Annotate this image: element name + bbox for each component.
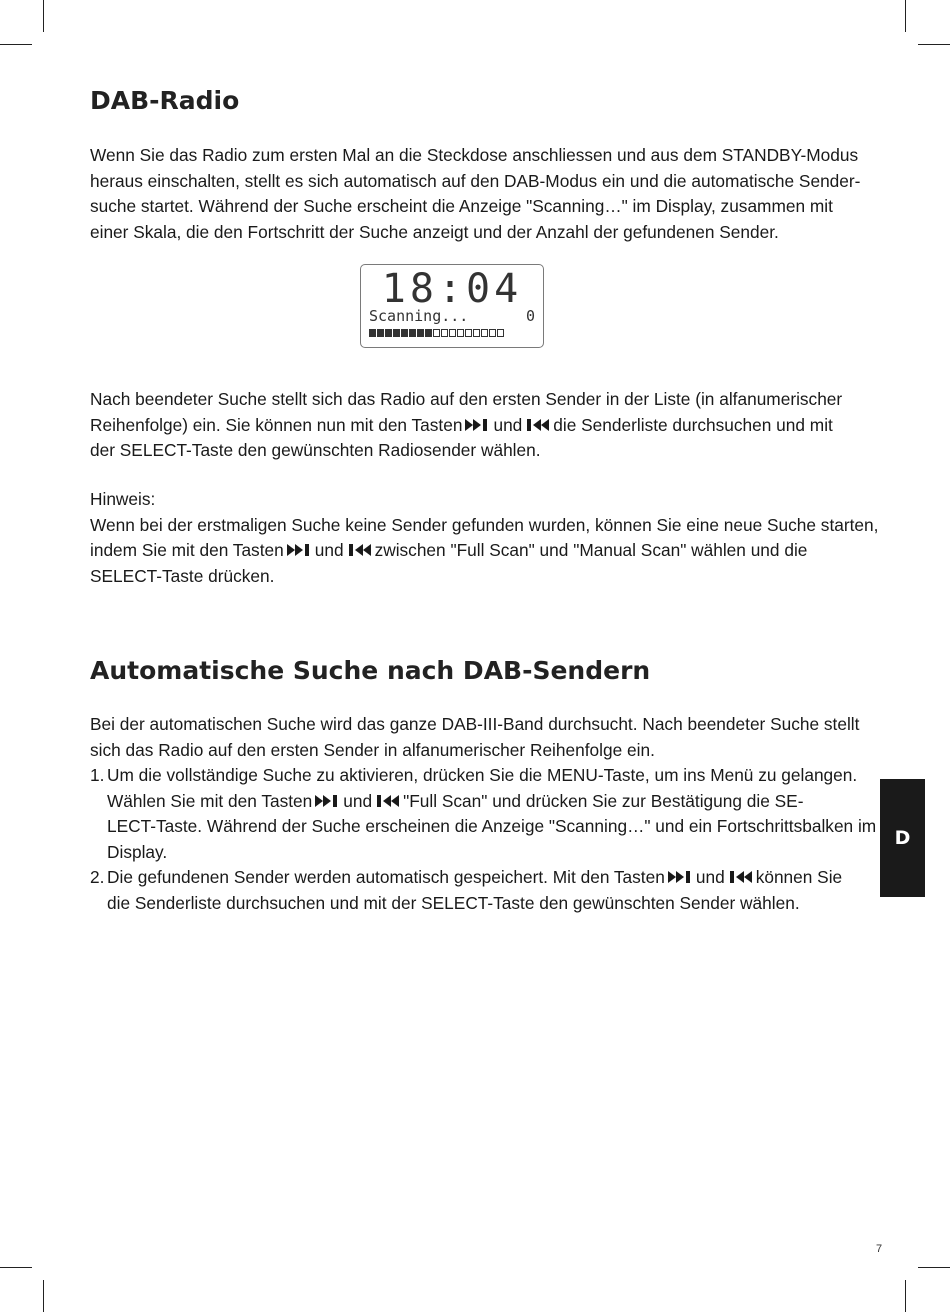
crop-mark <box>0 44 32 45</box>
list-item-step-1 <box>90 763 877 865</box>
language-tab <box>880 779 925 897</box>
lcd-progress-bar <box>369 329 504 337</box>
progress-segment <box>393 329 400 337</box>
text-line <box>90 413 870 439</box>
text-line: Wenn Sie das Radio zum ersten Mal an die Steckdose anschliessen und aus dem STANDBY-Modus <box>90 145 859 165</box>
progress-segment <box>457 329 464 337</box>
page-number: 7 <box>876 1243 883 1255</box>
text-line: LECT-Taste. Während der Suche erscheinen die Anzeige "Scanning…" und ein Fortschrittsbalken im <box>107 816 877 836</box>
progress-segment <box>409 329 416 337</box>
progress-segment <box>425 329 432 337</box>
list-number: 2. <box>90 867 105 887</box>
progress-segment <box>441 329 448 337</box>
lcd-time: 18:04 <box>381 266 523 312</box>
list-item-step-2 <box>90 865 870 916</box>
text-fragment: zwischen "Full Scan" und "Manual Scan" wählen und die <box>374 540 808 560</box>
progress-segment <box>489 329 496 337</box>
progress-segment <box>449 329 456 337</box>
progress-segment <box>433 329 440 337</box>
text-line: heraus einschalten, stellt es sich automatisch auf den DAB-Modus ein und die automatische Sender- <box>90 170 861 191</box>
skip-next-icon <box>314 790 340 804</box>
text-line <box>90 538 870 564</box>
crop-mark <box>43 1280 44 1312</box>
progress-segment <box>473 329 480 337</box>
text-line: SELECT-Taste drücken. <box>90 565 275 586</box>
lcd-station-count: 0 <box>525 307 535 325</box>
text-fragment: die Senderliste durchsuchen und mit <box>553 414 833 435</box>
section-title-dab-radio: DAB-Radio <box>90 86 240 115</box>
crop-mark <box>905 0 906 32</box>
skip-next-icon <box>667 866 693 880</box>
text-line: Bei der automatischen Suche wird das ganze DAB-III-Band durchsucht. Nach beendeter Suche stellt <box>90 714 860 734</box>
text-line: Display. <box>107 841 168 862</box>
text-line: suche startet. Während der Suche erscheint die Anzeige "Scanning…" im Display, zusammen mit <box>90 196 833 216</box>
skip-previous-icon <box>727 866 753 880</box>
progress-segment <box>401 329 408 337</box>
skip-next-icon <box>286 539 312 553</box>
text-line: Um die vollständige Suche zu aktivieren, drücken Sie die MENU-Taste, um ins Menü zu gelangen. <box>107 765 858 785</box>
skip-previous-icon <box>524 414 550 428</box>
language-tab-label: D <box>894 827 911 849</box>
text-line: einer Skala, die den Fortschritt der Suche anzeigt und der Anzahl der gefundenen Sender. <box>90 221 779 242</box>
text-fragment: und <box>695 867 725 887</box>
text-line: sich das Radio auf den ersten Sender in alfanumerischer Reihenfolge ein. <box>90 739 655 760</box>
auto-search-paragraph <box>90 712 877 916</box>
text-line <box>107 789 870 815</box>
text-line: Wenn bei der erstmaligen Suche keine Sender gefunden wurden, können Sie eine neue Suche starten, <box>90 514 879 535</box>
text-fragment: können Sie <box>755 867 843 887</box>
text-fragment: Reihenfolge) ein. Sie können nun mit den Tasten <box>90 414 463 435</box>
crop-mark <box>0 1267 32 1268</box>
note-label: Hinweis: <box>90 489 156 509</box>
skip-previous-icon <box>346 539 372 553</box>
progress-segment <box>481 329 488 337</box>
text-fragment: Wählen Sie mit den Tasten <box>107 790 313 811</box>
text-line <box>107 865 870 891</box>
progress-segment <box>369 329 376 337</box>
intro-paragraph <box>90 143 870 245</box>
progress-segment <box>465 329 472 337</box>
list-number: 1. <box>90 765 105 785</box>
text-fragment: und <box>314 540 344 560</box>
text-line: der SELECT-Taste den gewünschten Radiosender wählen. <box>90 440 541 460</box>
crop-mark <box>43 0 44 32</box>
progress-segment <box>385 329 392 337</box>
lcd-status: Scanning... <box>369 307 469 325</box>
skip-next-icon <box>464 414 490 428</box>
note-paragraph <box>90 487 879 589</box>
progress-segment <box>417 329 424 337</box>
text-fragment: und <box>343 790 373 811</box>
progress-segment <box>377 329 384 337</box>
text-fragment: indem Sie mit den Tasten <box>90 540 284 560</box>
lcd-status-row <box>369 307 535 325</box>
crop-mark <box>918 1267 950 1268</box>
section-title-auto-search: Automatische Suche nach DAB-Sendern <box>90 656 651 685</box>
crop-mark <box>918 44 950 45</box>
after-scan-paragraph <box>90 387 870 464</box>
text-line: Nach beendeter Suche stellt sich das Radio auf den ersten Sender in der Liste (in alfanumerischer <box>90 389 843 409</box>
skip-previous-icon <box>374 790 400 804</box>
crop-mark <box>905 1280 906 1312</box>
text-fragment: "Full Scan" und drücken Sie zur Bestätigung die SE- <box>403 790 804 811</box>
text-line: die Senderliste durchsuchen und mit der SELECT-Taste den gewünschten Sender wählen. <box>107 892 800 913</box>
text-fragment: und <box>493 414 523 435</box>
text-fragment: Die gefundenen Sender werden automatisch gespeichert. Mit den Tasten <box>107 867 665 887</box>
lcd-display <box>360 264 544 348</box>
progress-segment <box>497 329 504 337</box>
